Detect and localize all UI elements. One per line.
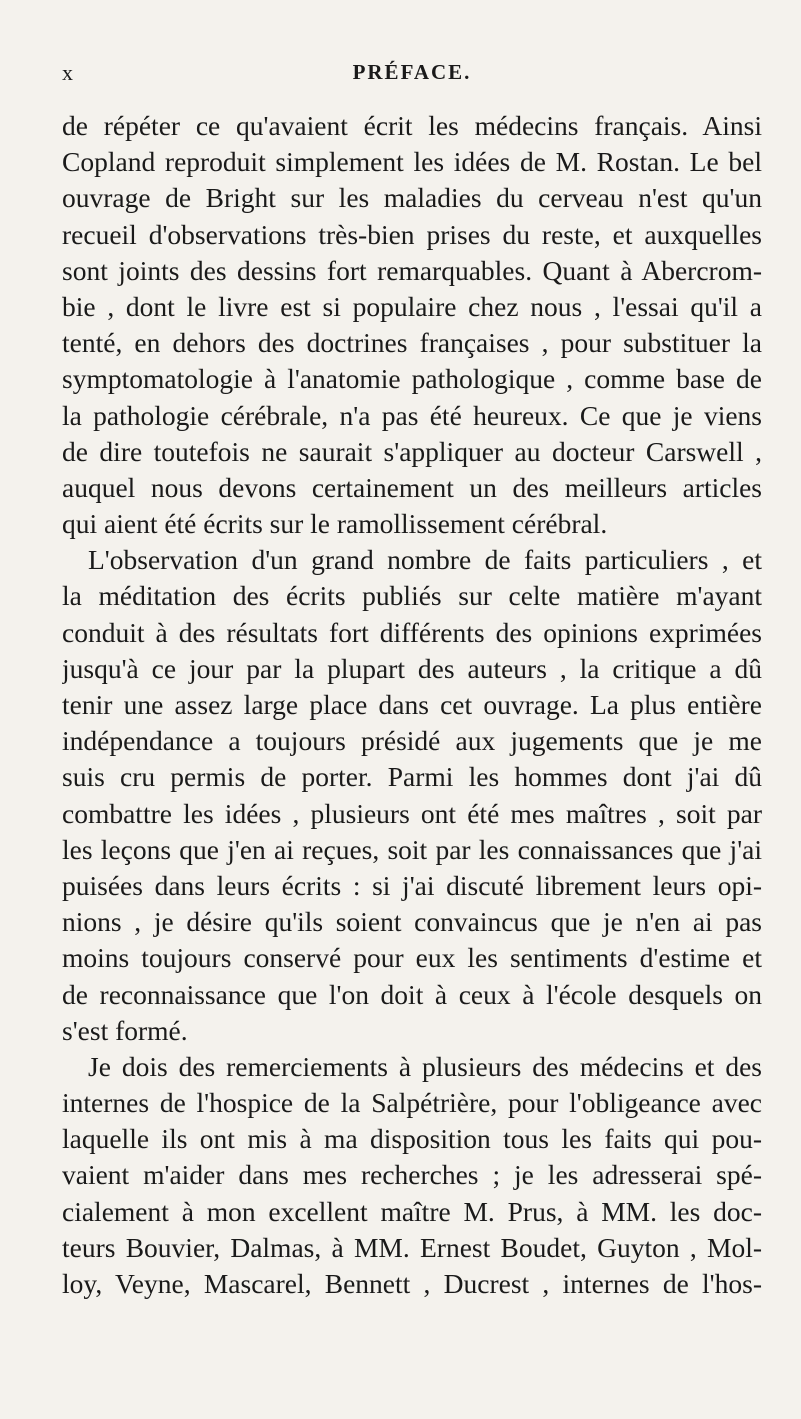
text-line: vaient m'aider dans mes recherches ; je les adresserai spé-: [62, 1159, 762, 1191]
text-line: de reconnaissance que l'on doit à ceux à l'école desquels on: [62, 978, 762, 1010]
text-line: auquel nous devons certainement un des meilleurs articles: [62, 471, 762, 503]
text-line: la méditation des écrits publiés sur celte matière m'ayant: [62, 580, 762, 612]
running-head: [62, 60, 762, 90]
text-line: nions , je désire qu'ils soient convaincus que je n'en ai pas: [62, 906, 762, 938]
text-line: de répéter ce qu'avaient écrit les médecins français. Ainsi: [62, 110, 762, 141]
body-text: [62, 108, 762, 1302]
text-line: qui aient été écrits sur le ramollissement cérébral.: [62, 508, 608, 540]
text-line: recueil d'observations très-bien prises du reste, et auxquelles: [62, 218, 762, 250]
text-line: teurs Bouvier, Dalmas, à MM. Ernest Boudet, Guyton , Mol-: [62, 1231, 762, 1263]
text-line: combattre les idées , plusieurs ont été mes maîtres , soit par: [62, 797, 762, 829]
text-line: cialement à mon excellent maître M. Prus, à MM. les doc-: [62, 1195, 762, 1227]
text-line: L'observation d'un grand nombre de faits particuliers , et: [88, 544, 762, 576]
text-line: Copland reproduit simplement les idées de M. Rostan. Le bel: [62, 146, 762, 178]
text-line: jusqu'à ce jour par la plupart des auteurs , la critique a dû: [62, 652, 762, 684]
text-line: tenir une assez large place dans cet ouvrage. La plus entière: [62, 689, 762, 720]
text-line: s'est formé.: [62, 1014, 188, 1046]
text-line: ouvrage de Bright sur les maladies du cerveau n'est qu'un: [62, 182, 762, 214]
text-line: loy, Veyne, Mascarel, Bennett , Ducrest , internes de l'hos-: [62, 1268, 762, 1299]
page-number: x: [62, 60, 74, 85]
text-line: Je dois des remerciements à plusieurs des médecins et des: [88, 1050, 762, 1082]
text-line: tenté, en dehors des doctrines françaises , pour substituer la: [62, 327, 762, 359]
text-line: suis cru permis de porter. Parmi les hommes dont j'ai dû: [62, 761, 762, 793]
text-line: conduit à des résultats fort différents des opinions exprimées: [62, 616, 762, 648]
page-title: PRÉFACE.: [352, 60, 472, 84]
text-line: indépendance a toujours présidé aux jugements que je me: [62, 725, 762, 757]
text-line: les leçons que j'en ai reçues, soit par les connaissances que j'ai: [62, 833, 762, 865]
text-line: sont joints des dessins fort remarquables. Quant à Abercrom-: [62, 254, 762, 286]
text-line: internes de l'hospice de la Salpétrière, pour l'obligeance avec: [62, 1087, 762, 1119]
text-line: symptomatologie à l'anatomie pathologique , comme base de: [62, 363, 762, 395]
text-line: la pathologie cérébrale, n'a pas été heureux. Ce que je viens: [62, 399, 762, 431]
text-line: bie , dont le livre est si populaire chez nous , l'essai qu'il a: [62, 290, 762, 322]
text-line: puisées dans leurs écrits : si j'ai discuté librement leurs opi-: [62, 869, 762, 901]
text-line: moins toujours conservé pour eux les sentiments d'estime et: [62, 942, 762, 974]
text-line: laquelle ils ont mis à ma disposition tous les faits qui pou-: [62, 1123, 762, 1155]
text-line: de dire toutefois ne saurait s'appliquer au docteur Carswell ,: [62, 435, 762, 467]
